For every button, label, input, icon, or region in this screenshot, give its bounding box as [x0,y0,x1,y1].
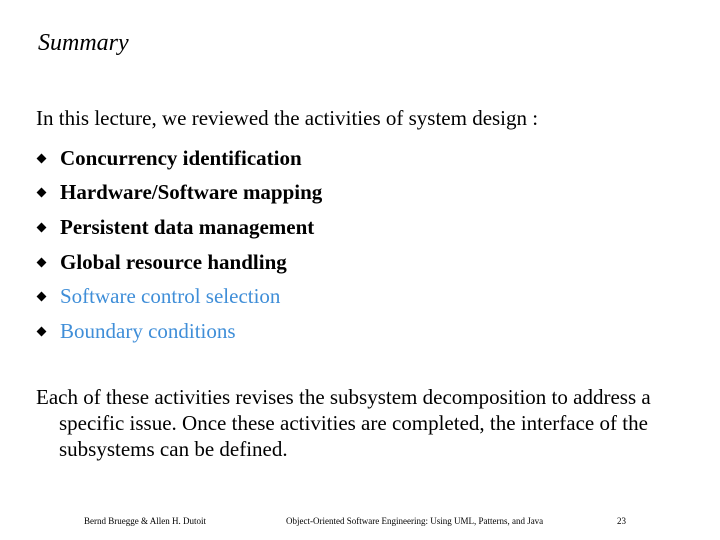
list-item-label: Persistent data management [60,214,315,239]
summary-paragraph: Each of these activities revises the subsystem decomposition to address a specific issue. Once these activities are completed, the interface of the subsystems can be defined. [36,385,651,461]
list-item-label: Concurrency identification [60,145,302,170]
activity-list [36,141,322,349]
diamond-bullet-icon [37,153,47,163]
footer-book-title: Object-Oriented Software Engineering: Using UML, Patterns, and Java [286,516,544,526]
diamond-bullet-icon [37,326,47,336]
list-item-label: Boundary conditions [60,318,236,343]
list-item-label: Global resource handling [60,249,287,274]
list-item-concurrency [36,141,322,176]
list-item-boundary-conditions [36,314,322,349]
page-number: 23 [617,516,626,526]
list-item-software-control [36,279,322,314]
footer-authors: Bernd Bruegge & Allen H. Dutoit [84,516,206,526]
list-item-persistent-data [36,210,322,245]
slide-title: Summary [38,30,129,56]
diamond-bullet-icon [37,292,47,302]
diamond-bullet-icon [37,223,47,233]
diamond-bullet-icon [37,188,47,198]
list-item-label: Software control selection [60,284,281,309]
list-item-hardware-software [36,176,322,211]
list-item-global-resource [36,245,322,280]
intro-text: In this lecture, we reviewed the activities of system design : [36,106,539,130]
list-item-label: Hardware/Software mapping [60,180,323,205]
diamond-bullet-icon [37,257,47,267]
